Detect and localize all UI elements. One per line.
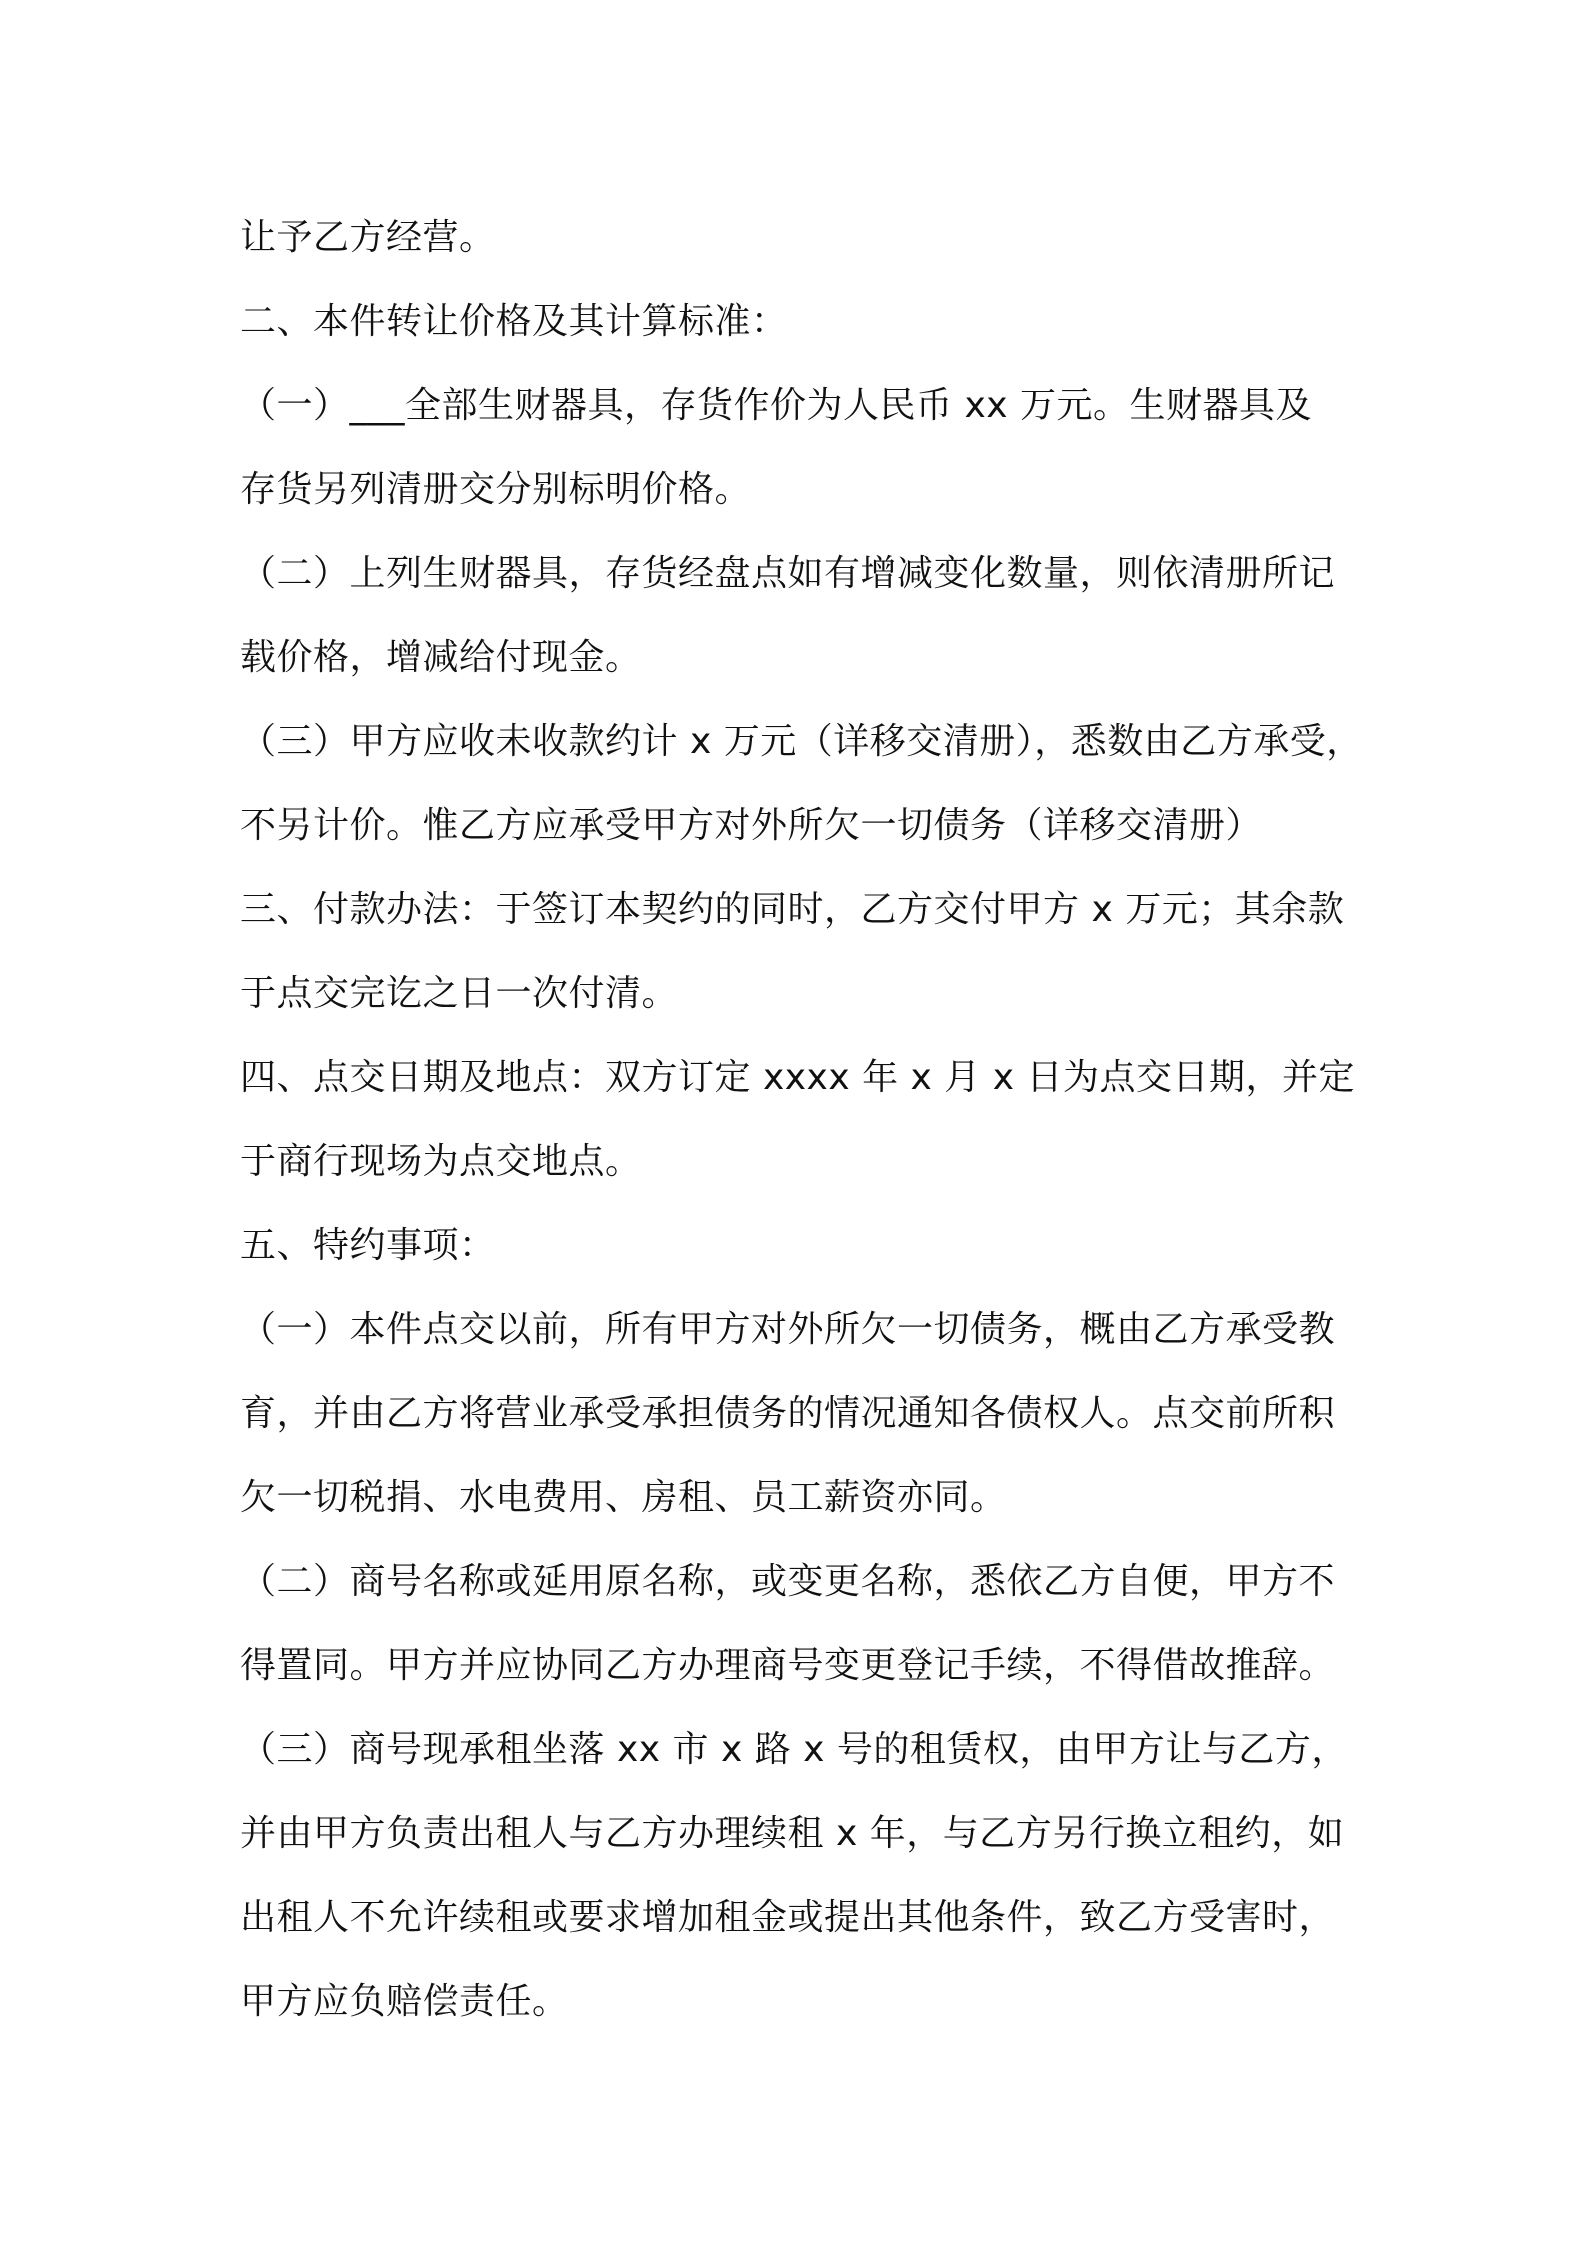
section-heading: 三、付款办法：于签订本契约的同时，乙方交付甲方 x 万元；其余款	[240, 889, 1345, 930]
text-line: 出租人不允许续租或要求增加租金或提出其他条件，致乙方受害时，	[240, 1897, 1336, 1938]
text-line: （二）上列生财器具，存货经盘点如有增减变化数量，则依清册所记	[240, 553, 1336, 594]
text-line: 甲方应负赔偿责任。	[240, 1981, 569, 2022]
section-heading: 二、本件转让价格及其计算标准：	[240, 301, 788, 342]
text-line: 于点交完讫之日一次付清。	[240, 973, 679, 1014]
text-line: 载价格，增减给付现金。	[240, 637, 642, 678]
text-line: 得置同。甲方并应协同乙方办理商号变更登记手续，不得借故推辞。	[240, 1645, 1336, 1686]
text-line: （二）商号名称或延用原名称，或变更名称，悉依乙方自便，甲方不	[240, 1561, 1336, 1602]
text-line: （一）___全部生财器具，存货作价为人民币 xx 万元。生财器具及	[240, 385, 1312, 426]
section-heading: 四、点交日期及地点：双方订定 xxxx 年 x 月 x 日为点交日期，并定	[240, 1057, 1355, 1098]
text-line: 不另计价。惟乙方应承受甲方对外所欠一切债务（详移交清册）	[240, 805, 1263, 846]
text-line: 存货另列清册交分别标明价格。	[240, 469, 752, 510]
text-line: 育，并由乙方将营业承受承担债务的情况通知各债权人。点交前所积	[240, 1393, 1336, 1434]
text-line: （三）商号现承租坐落 xx 市 x 路 x 号的租赁权，由甲方让与乙方，	[240, 1729, 1348, 1770]
section-heading: 五、特约事项：	[240, 1225, 496, 1266]
text-line: （一）本件点交以前，所有甲方对外所欠一切债务，概由乙方承受教	[240, 1309, 1336, 1350]
text-line: 让予乙方经营。	[240, 217, 496, 258]
document-body	[240, 196, 1370, 2044]
text-line: （三）甲方应收未收款约计 x 万元（详移交清册），悉数由乙方承受，	[240, 721, 1363, 762]
text-line: 于商行现场为点交地点。	[240, 1141, 642, 1182]
text-line: 并由甲方负责出租人与乙方办理续租 x 年，与乙方另行换立租约，如	[240, 1813, 1345, 1854]
text-line: 欠一切税捐、水电费用、房租、员工薪资亦同。	[240, 1477, 1007, 1518]
